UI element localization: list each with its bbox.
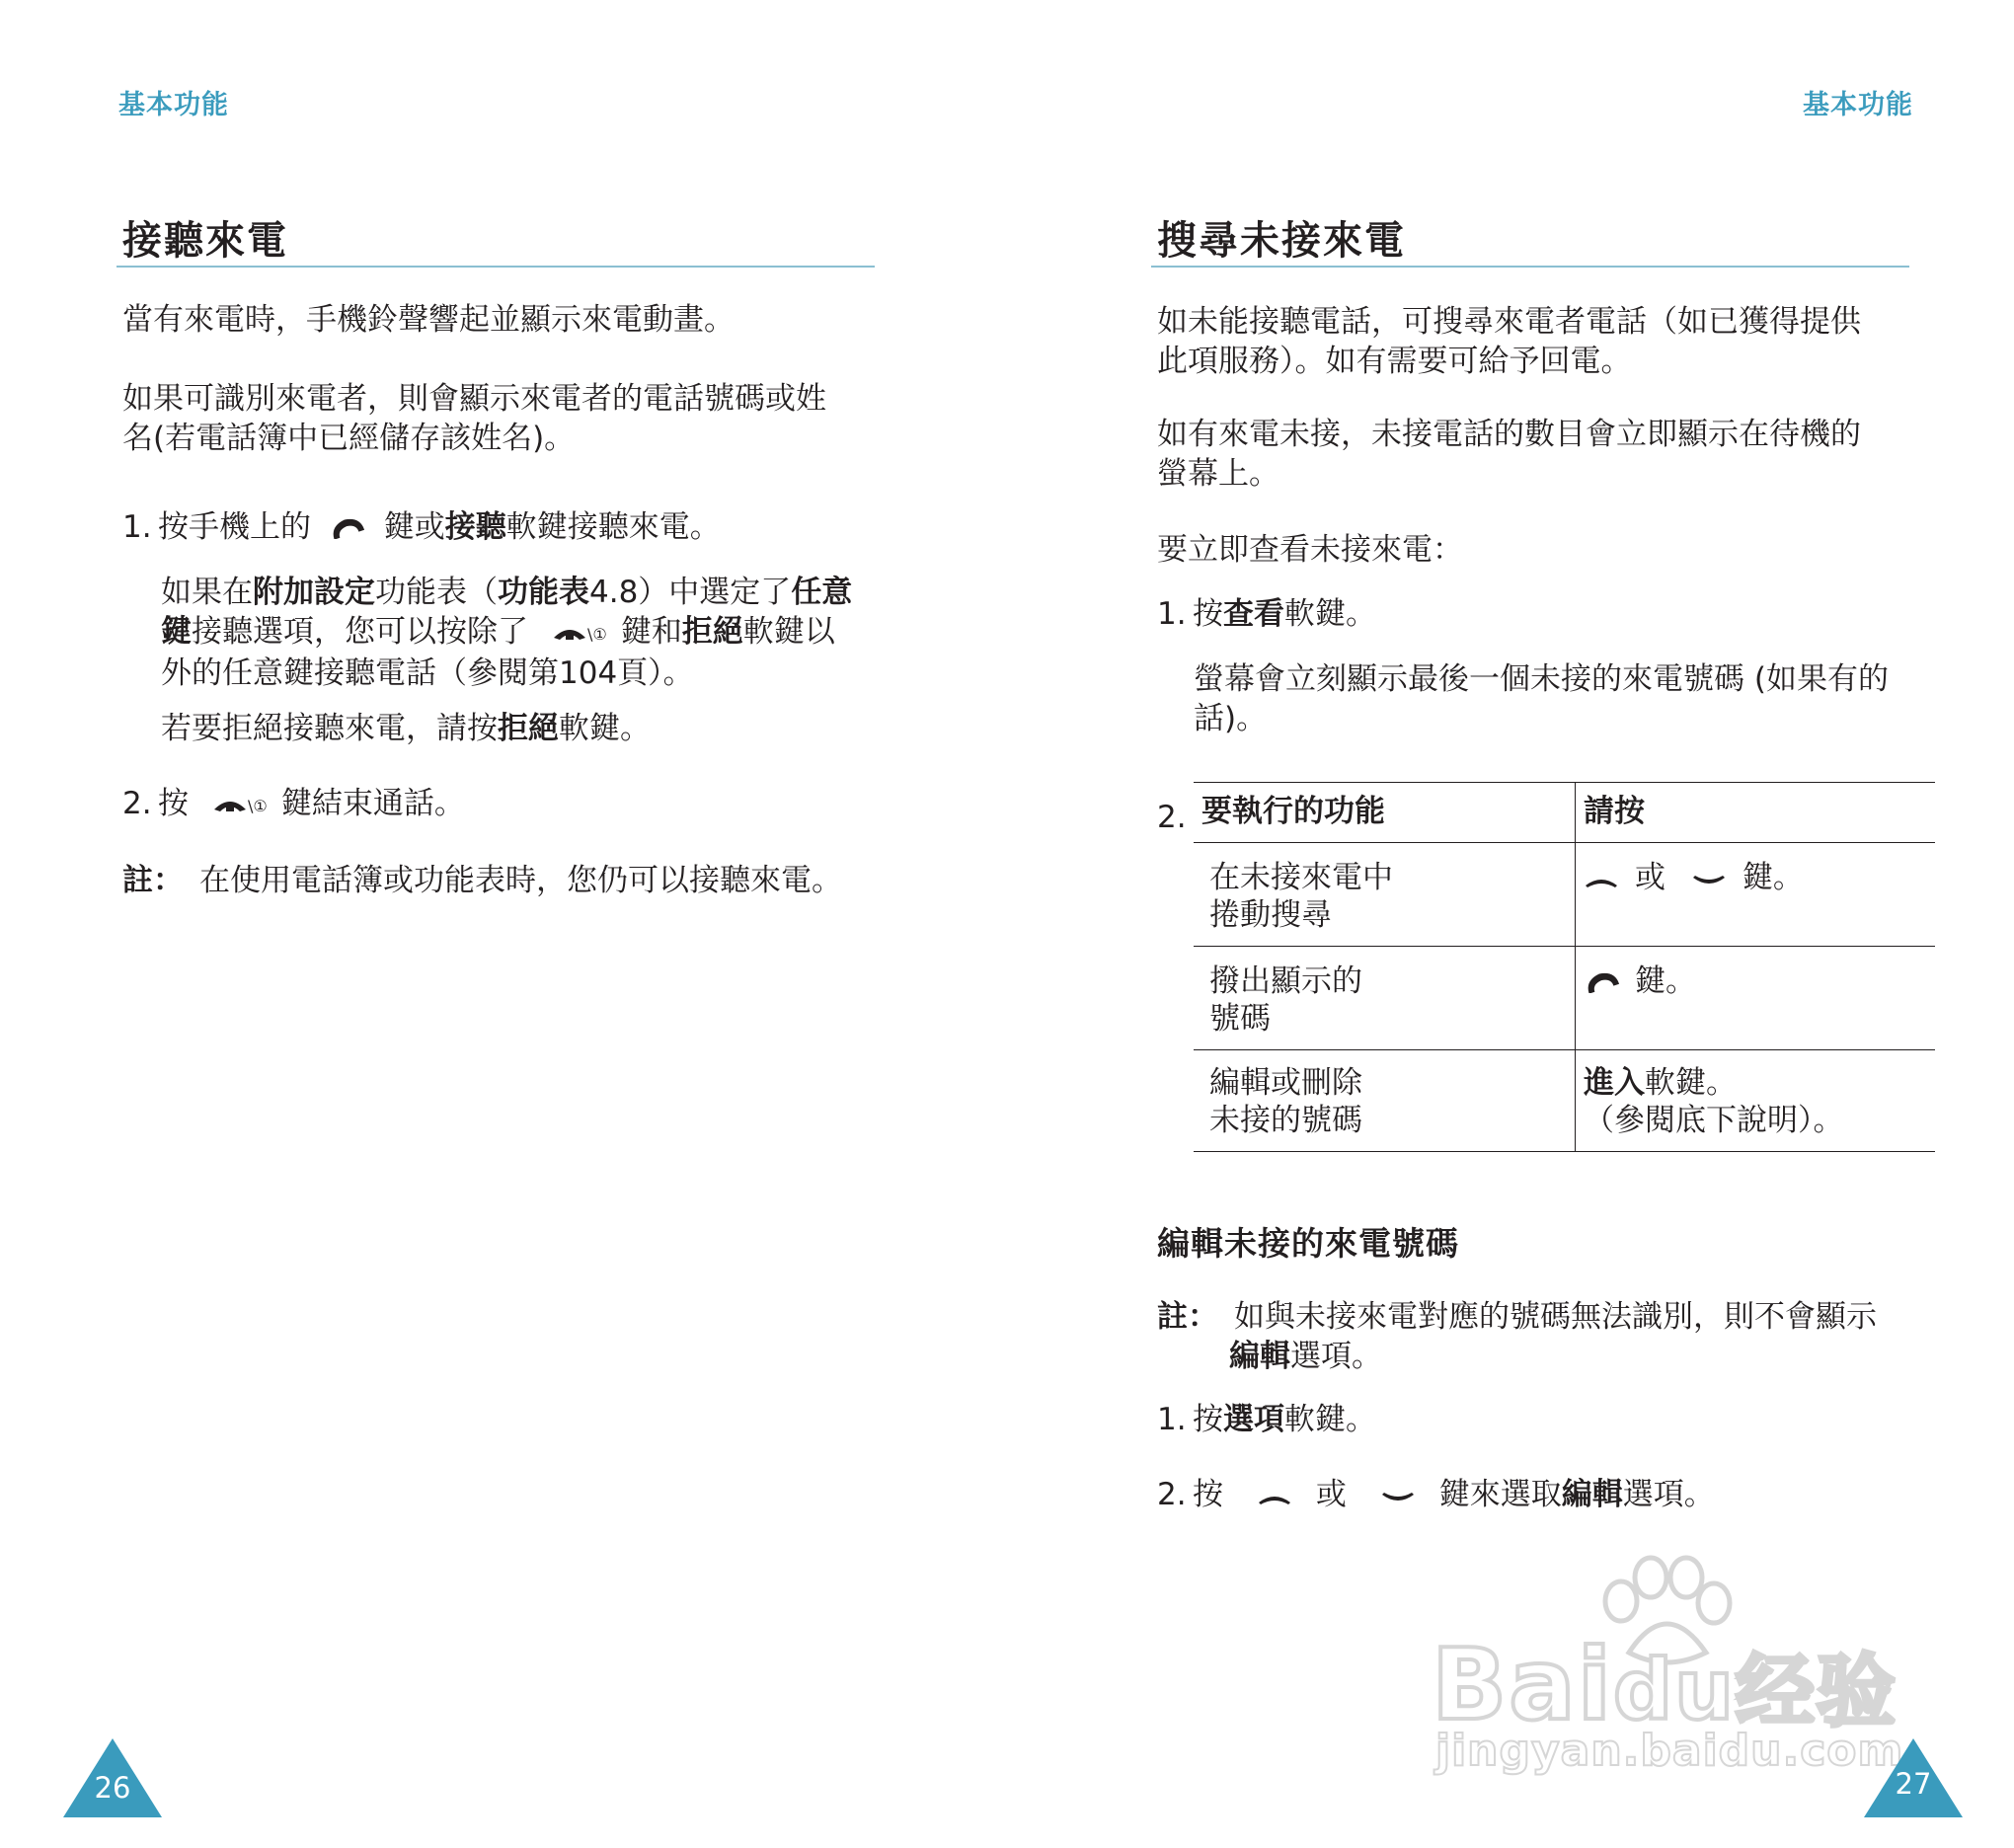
right-step-1-sub: 螢幕會立刻顯示最後一個未接的來電號碼 (如果有的 話)。 (1194, 661, 1889, 736)
left-para-2-line-2: 名(若電話簿中已經儲存該姓名)。 (122, 421, 576, 456)
options-softkey-label: 選項 (1223, 1402, 1284, 1437)
table-row (1194, 843, 1935, 947)
right-step-1: 1. 按查看軟鍵。 (1157, 596, 1376, 632)
table-header-cell: 請按 (1584, 794, 1645, 829)
table-cell: 撥出顯示的 號碼 (1194, 947, 1576, 1050)
right-page-number: 27 (1895, 1767, 1932, 1801)
right-note: 註： 如與未接來電對應的號碼無法識別，則不會顯示 編輯選項。 (1157, 1299, 1877, 1374)
step-text: 鍵或 (383, 509, 445, 545)
step-text: 按手機上的 (158, 509, 311, 545)
left-para-2-line-1: 如果可識別來電者，則會顯示來電者的電話號碼或姓 (122, 381, 826, 417)
sub-line-2: 鍵接聽選項，您可以按除了 \① 鍵和拒絕軟鍵以 (161, 612, 891, 654)
table-cell: 在未接來電中 捲動搜尋 (1194, 843, 1576, 947)
right-para-2: 如有來電未接，未接電話的數目會立即顯示在待機的 螢幕上。 (1157, 417, 1861, 492)
step-text: 軟鍵接聽來電。 (505, 509, 721, 545)
end-key-icon (552, 614, 607, 654)
watermark-brand-2: du (1612, 1642, 1736, 1738)
enter-softkey-label: 進入 (1584, 1065, 1645, 1101)
right-para-1: 如未能接聽電話，可搜尋來電者電話（如已獲得提供 此項服務）。如有需要可給予回電。 (1157, 304, 1861, 379)
table-step-number: 2. (1157, 800, 1187, 835)
right-step-a: 1. 按選項軟鍵。 (1157, 1402, 1376, 1437)
edit-option-label: 編輯 (1229, 1339, 1290, 1374)
left-step-1-sub-1 (161, 573, 891, 693)
baidu-watermark (1432, 1550, 1905, 1777)
table-row (1194, 783, 1935, 843)
down-key-icon (1380, 1477, 1416, 1516)
note-label: 註： (1157, 1299, 1218, 1335)
left-step-1 (122, 507, 721, 549)
function-key-table (1194, 782, 1935, 1152)
table-cell: 或 鍵。 (1576, 843, 1936, 947)
answer-softkey-label: 接聽 (444, 509, 506, 545)
note-text: 在使用電話簿或功能表時，您仍可以接聽來電。 (199, 863, 842, 898)
sub-line-3: 外的任意鍵接聽電話（參閱第104頁）。 (161, 654, 694, 691)
up-key-icon (1257, 1477, 1292, 1516)
view-softkey-label: 查看 (1223, 596, 1284, 632)
table-row (1194, 1050, 1935, 1152)
step-number: 1. (122, 509, 152, 545)
reject-softkey-label: 拒絕 (498, 711, 559, 746)
right-title-rule (1151, 266, 1909, 268)
table-header-cell: 要執行的功能 (1194, 783, 1576, 843)
right-running-header: 基本功能 (1803, 90, 1913, 120)
send-key-icon (1584, 964, 1621, 1002)
left-step-1-sub-2: 若要拒絕接聽來電，請按拒絕軟鍵。 (161, 711, 651, 746)
sub-line-1: 如果在附加設定功能表（功能表4.8）中選定了任意 (161, 575, 853, 610)
table-row (1194, 947, 1935, 1050)
edit-option-label: 編輯 (1561, 1477, 1623, 1512)
right-para-3: 要立即查看未接來電： (1157, 532, 1463, 568)
watermark-url: jingyan.baidu.com (1435, 1726, 1904, 1776)
svg-text:\①: \① (247, 796, 268, 815)
right-subsection-title: 編輯未接的來電號碼 (1157, 1224, 1459, 1263)
left-step-2: 2. 按 \① 鍵結束通話。 (122, 784, 465, 825)
right-section-title: 搜尋未接來電 (1157, 218, 1406, 264)
end-key-icon (212, 786, 268, 825)
left-running-header: 基本功能 (118, 90, 229, 120)
left-page-number: 26 (94, 1771, 131, 1805)
right-step-b: 2. 按 或 鍵來選取編輯選項。 (1157, 1475, 1715, 1516)
left-para-2 (122, 379, 826, 458)
send-key-icon (329, 509, 366, 549)
table-cell: 鍵。 (1576, 947, 1936, 1050)
down-key-icon (1691, 861, 1727, 898)
table-cell: 編輯或刪除 未接的號碼 (1194, 1050, 1576, 1152)
table-cell: 進入軟鍵。 （參閱底下說明）。 (1584, 1065, 1844, 1138)
left-section-title: 接聽來電 (122, 218, 288, 264)
up-key-icon (1584, 861, 1619, 898)
svg-text:\①: \① (586, 624, 607, 644)
left-para-1: 當有來電時，手機鈴聲響起並顯示來電動畫。 (122, 302, 735, 338)
step-number: 2. (122, 786, 152, 821)
left-title-rule (116, 266, 875, 268)
watermark-brand: Bai (1432, 1627, 1613, 1742)
watermark-cn: 经验 (1735, 1646, 1898, 1737)
note-label: 註： (122, 863, 184, 898)
left-note (122, 861, 842, 900)
